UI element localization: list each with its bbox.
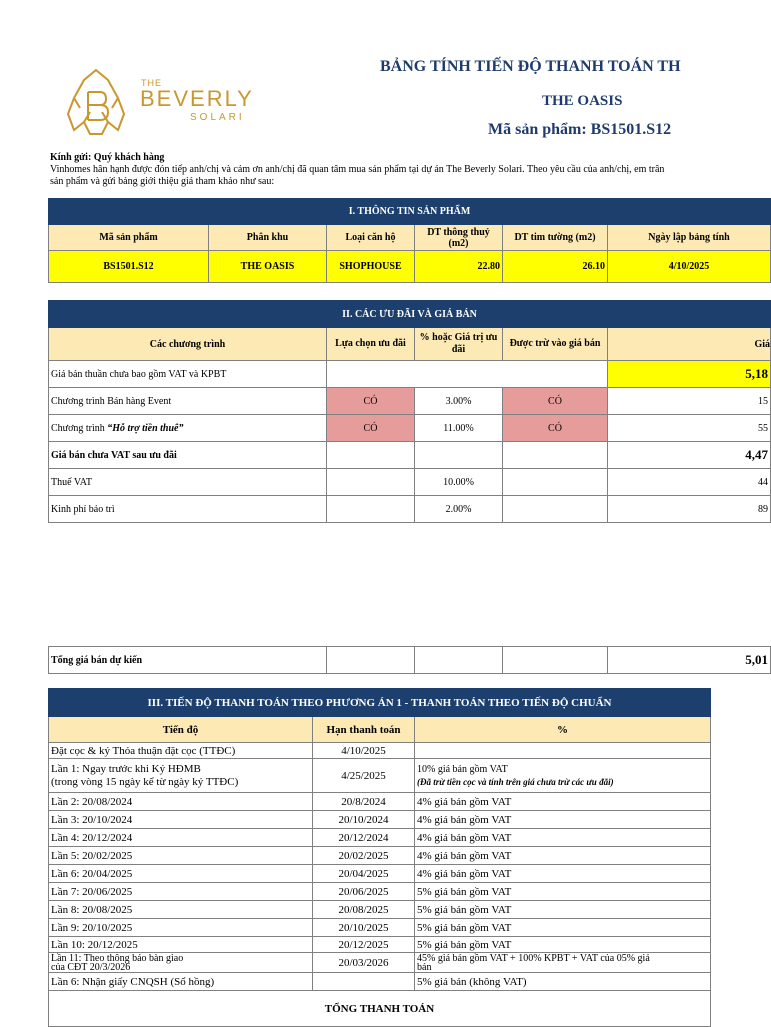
pct-11-line2: bán: [417, 961, 432, 973]
stage-11-line2: của CĐT 20/3/2026: [51, 961, 131, 973]
promotions-price-table: [48, 300, 771, 523]
row-rent-support-value: 55: [608, 415, 771, 442]
header-due-date: Hạn thanh toán: [313, 717, 415, 743]
header-price: Giá: [608, 328, 771, 361]
product-code-title: Mã sản phẩm: BS1501.S12: [488, 121, 672, 138]
cell-empty: [327, 496, 415, 523]
cell-empty: [415, 442, 503, 469]
pct-11: [415, 953, 711, 973]
value-net-area: 22.80: [415, 251, 503, 283]
due-deposit: 4/10/2025: [313, 743, 415, 759]
section2-title: II. CÁC ƯU ĐÃI VÀ GIÁ BÁN: [49, 301, 771, 328]
row-base-price-label: Giá bán thuần chưa bao gồm VAT và KPBT: [49, 361, 327, 388]
cell-empty: [327, 469, 415, 496]
row-rent-support-choice: CÓ: [327, 415, 415, 442]
due-11: 20/03/2026: [313, 953, 415, 973]
stage-deposit: Đặt cọc & ký Thỏa thuận đặt cọc (TTĐC): [49, 743, 313, 759]
pct-11-line1: 45% giá bán gồm VAT + 100% KPBT + VAT của 05% giá: [417, 952, 650, 964]
pct-deposit: [415, 743, 711, 759]
header-gross-area: DT tim tường (m2): [503, 225, 608, 251]
due-1: 4/25/2025: [313, 759, 415, 793]
total-payment-label: TỔNG THANH TOÁN: [49, 991, 711, 1027]
stage-9: Lần 9: 20/10/2025: [49, 919, 313, 937]
header-programs: Các chương trình: [49, 328, 327, 361]
intro-line-1: Vinhomes hân hạnh được đón tiếp anh/chị và cảm ơn anh/chị đã quan tâm mua sản phẩm tại dự án The Beverly Solari. Theo yêu cầu của anh/chị, em trân: [50, 164, 665, 175]
logo-text-beverly: BEVERLY: [140, 86, 254, 111]
intro-line-2: sản phẩm và gửi bảng giới thiệu giá tham khảo như sau:: [50, 176, 275, 187]
row-base-price-empty: [327, 361, 608, 388]
value-zone: THE OASIS: [209, 251, 327, 283]
section3-title: III. TIẾN ĐỘ THANH TOÁN THEO PHƯƠNG ÁN 1 - THANH TOÁN THEO TIẾN ĐỘ CHUẨN: [49, 689, 711, 717]
value-gross-area: 26.10: [503, 251, 608, 283]
value-created-date: 4/10/2025: [608, 251, 771, 283]
header-choice: Lựa chọn ưu đãi: [327, 328, 415, 361]
row-event-choice: CÓ: [327, 388, 415, 415]
cell-empty: [503, 496, 608, 523]
cell-empty: [415, 647, 503, 674]
pct-10: 5% giá bán gồm VAT: [415, 937, 711, 953]
product-info-table: [48, 198, 771, 283]
stage-7: Lần 7: 20/06/2025: [49, 883, 313, 901]
header-net-area: DT thông thuỷ (m2): [415, 225, 503, 251]
stage-5: Lần 5: 20/02/2025: [49, 847, 313, 865]
due-6: 20/04/2025: [313, 865, 415, 883]
stage-2: Lần 2: 20/08/2024: [49, 793, 313, 811]
cell-empty: [327, 647, 415, 674]
row-rent-support-deduct: CÓ: [503, 415, 608, 442]
stage-6: Lần 6: 20/04/2025: [49, 865, 313, 883]
row-vat-pct: 10.00%: [415, 469, 503, 496]
pct-8: 5% giá bán gồm VAT: [415, 901, 711, 919]
stage-4: Lần 4: 20/12/2024: [49, 829, 313, 847]
header-value: % hoặc Giá trị ưu đãi: [415, 328, 503, 361]
row-base-price-value: 5,18: [608, 361, 771, 388]
pct-4: 4% giá bán gồm VAT: [415, 829, 711, 847]
logo-text-solari: SOLARI: [190, 112, 245, 123]
stage-1-line1: Lần 1: Ngay trước khi Ký HĐMB: [51, 762, 201, 775]
row-event-value: 15: [608, 388, 771, 415]
total-price-label: Tổng giá bán dự kiến: [49, 647, 327, 674]
pct-1: [415, 759, 711, 793]
row-event-label: Chương trình Bán hàng Event: [49, 388, 327, 415]
row-maintenance-label: Kinh phí bảo trì: [49, 496, 327, 523]
row-vat-value: 44: [608, 469, 771, 496]
zone-title: THE OASIS: [542, 93, 623, 109]
row-maintenance-pct: 2.00%: [415, 496, 503, 523]
pct-1-line1: 10% giá bán gồm VAT: [417, 763, 508, 775]
stage-11-line1: Lần 11: Theo thông báo bàn giao: [51, 952, 184, 964]
pct-1-note: (Đã trừ tiền cọc và tính trên giá chưa trừ các ưu đãi): [417, 776, 614, 787]
header-stage: Tiến độ: [49, 717, 313, 743]
pct-7: 5% giá bán gồm VAT: [415, 883, 711, 901]
cell-empty: [503, 442, 608, 469]
header-created-date: Ngày lập bảng tính: [608, 225, 771, 251]
due-3: 20/10/2024: [313, 811, 415, 829]
row-rent-support-label: [49, 415, 327, 442]
row-event-deduct: CÓ: [503, 388, 608, 415]
due-10: 20/12/2025: [313, 937, 415, 953]
cell-empty: [327, 442, 415, 469]
pct-title-deed: 5% giá bán (không VAT): [415, 973, 711, 991]
row-price-after-discount-value: 4,47: [608, 442, 771, 469]
stage-title-deed: Lần 6: Nhận giấy CNQSH (Sổ hồng): [49, 973, 313, 991]
due-2: 20/8/2024: [313, 793, 415, 811]
value-unit-type: SHOPHOUSE: [327, 251, 415, 283]
pct-3: 4% giá bán gồm VAT: [415, 811, 711, 829]
row-event-pct: 3.00%: [415, 388, 503, 415]
pct-6: 4% giá bán gồm VAT: [415, 865, 711, 883]
stage-8: Lần 8: 20/08/2025: [49, 901, 313, 919]
stage-1: [49, 759, 313, 793]
intro-paragraph: [50, 164, 768, 188]
stage-10: Lần 10: 20/12/2025: [49, 937, 313, 953]
row-price-after-discount-label: Giá bán chưa VAT sau ưu đãi: [49, 442, 327, 469]
row-maintenance-value: 89: [608, 496, 771, 523]
rent-support-prefix: Chương trình: [51, 422, 108, 434]
header-unit-type: Loại căn hộ: [327, 225, 415, 251]
pct-2: 4% giá bán gồm VAT: [415, 793, 711, 811]
due-title-deed: [313, 973, 415, 991]
logo-text-the: THE: [141, 78, 162, 88]
total-price-value: 5,01: [608, 647, 771, 674]
stage-1-line2: (trong vòng 15 ngày kể từ ngày ký TTĐC): [51, 775, 239, 788]
due-5: 20/02/2025: [313, 847, 415, 865]
stage-11: [49, 953, 313, 973]
rent-support-name: “Hỗ trợ tiền thuê”: [107, 422, 184, 434]
header-product-code: Mã sản phẩm: [49, 225, 209, 251]
cell-empty: [503, 469, 608, 496]
pct-9: 5% giá bán gồm VAT: [415, 919, 711, 937]
due-7: 20/06/2025: [313, 883, 415, 901]
row-rent-support-pct: 11.00%: [415, 415, 503, 442]
stage-3: Lần 3: 20/10/2024: [49, 811, 313, 829]
payment-schedule-table: [48, 688, 711, 1027]
value-product-code: BS1501.S12: [49, 251, 209, 283]
due-8: 20/08/2025: [313, 901, 415, 919]
total-price-table: [48, 646, 771, 674]
header-deduct: Được trừ vào giá bán: [503, 328, 608, 361]
due-4: 20/12/2024: [313, 829, 415, 847]
header-zone: Phân khu: [209, 225, 327, 251]
row-vat-label: Thuế VAT: [49, 469, 327, 496]
header-percent: %: [415, 717, 711, 743]
due-9: 20/10/2025: [313, 919, 415, 937]
document-title: BẢNG TÍNH TIẾN ĐỘ THANH TOÁN TH: [380, 58, 681, 75]
greeting: Kính gửi: Quý khách hàng: [50, 152, 165, 163]
pct-5: 4% giá bán gồm VAT: [415, 847, 711, 865]
cell-empty: [503, 647, 608, 674]
section1-title: I. THÔNG TIN SẢN PHẨM: [49, 199, 771, 225]
